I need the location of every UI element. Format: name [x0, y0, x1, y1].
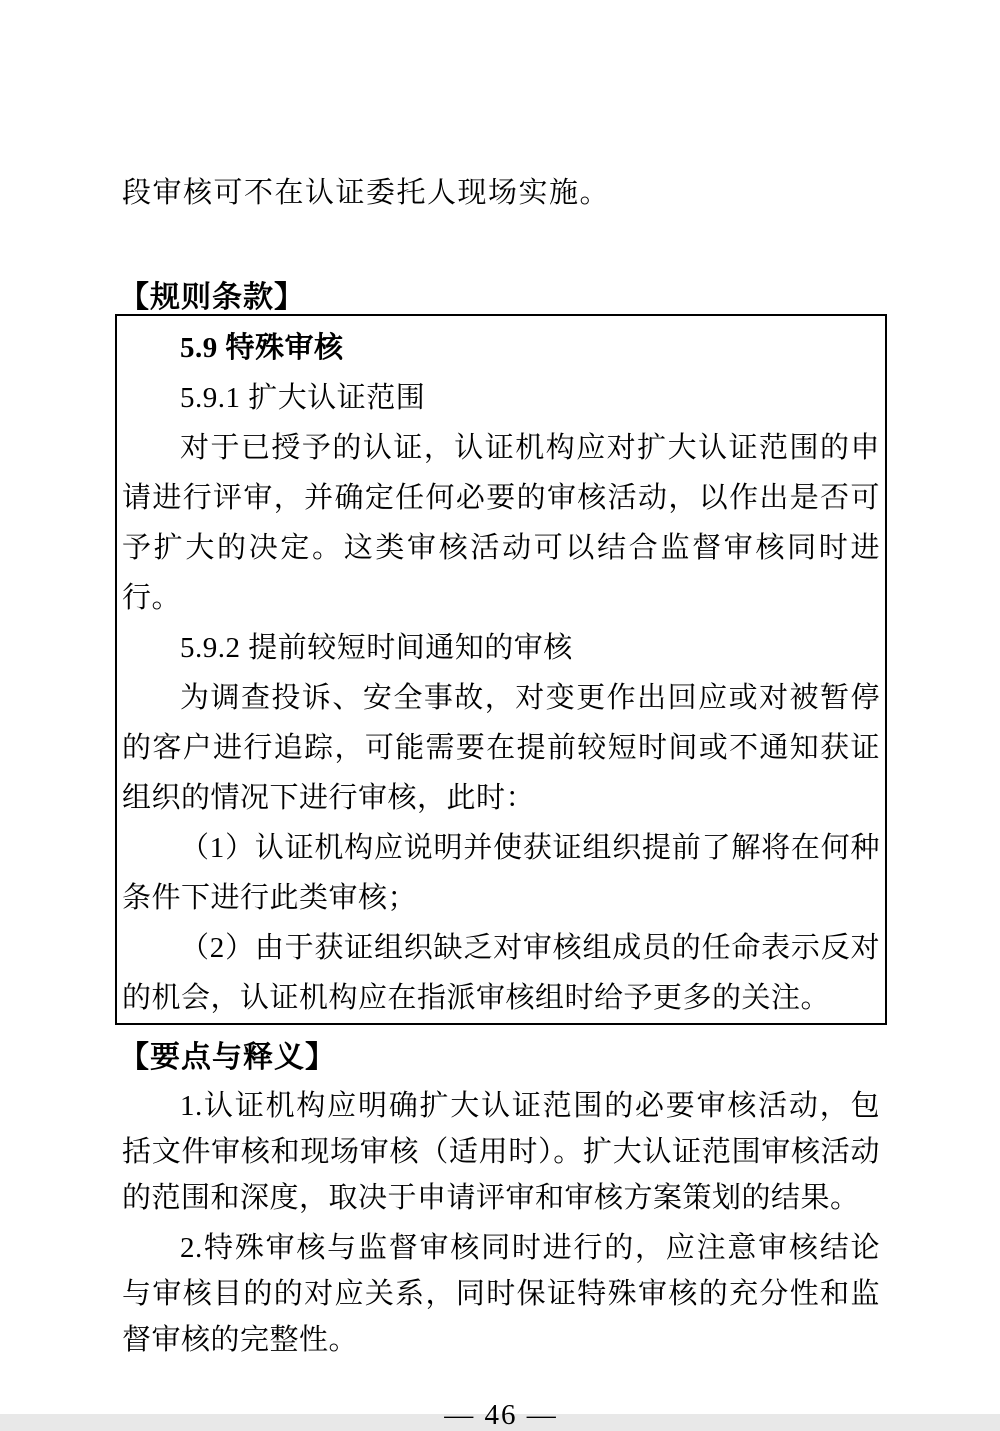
page-number: — 46 — [444, 1399, 558, 1431]
intro-paragraph: 段审核可不在认证委托人现场实施。 [122, 177, 611, 209]
note-paragraph-1: 1.认证机构应明确扩大认证范围的必要审核活动，包括文件审核和现场审核（适用时）。扩大认证范围审核活动的范围和深度，取决于申请评审和审核方案策划的结果。 [122, 1090, 880, 1214]
clause-paragraph-591: 对于已授予的认证，认证机构应对扩大认证范围的申请进行评审，并确定任何必要的审核活动，以作出是否可予扩大的决定。这类审核活动可以结合监督审核同时进行。 [122, 432, 880, 614]
note-paragraph-2: 2.特殊审核与监督审核同时进行的，应注意审核结论与审核目的的对应关系，同时保证特殊审核的充分性和监督审核的完整性。 [122, 1232, 880, 1356]
rule-clause-box [115, 314, 887, 1025]
notes-heading: 【要点与释义】 [119, 1041, 336, 1074]
clause-paragraph-592: 为调查投诉、安全事故，对变更作出回应或对被暂停的客户进行追踪，可能需要在提前较短时间或不通知获证组织的情况下进行审核，此时： [122, 682, 880, 814]
page-content [119, 170, 880, 1431]
clause-item-2: （2）由于获证组织缺乏对审核组成员的任命表示反对的机会，认证机构应在指派审核组时给予更多的关注。 [122, 932, 880, 1014]
clause-title-59: 5.9 特殊审核 [180, 332, 344, 364]
rule-clause-heading: 【规则条款】 [119, 281, 305, 314]
clause-item-1: （1）认证机构应说明并使获证组织提前了解将在何种条件下进行此类审核； [122, 832, 880, 914]
clause-subtitle-591: 5.9.1 扩大认证范围 [180, 382, 426, 414]
clause-subtitle-592: 5.9.2 提前较短时间通知的审核 [180, 632, 573, 664]
